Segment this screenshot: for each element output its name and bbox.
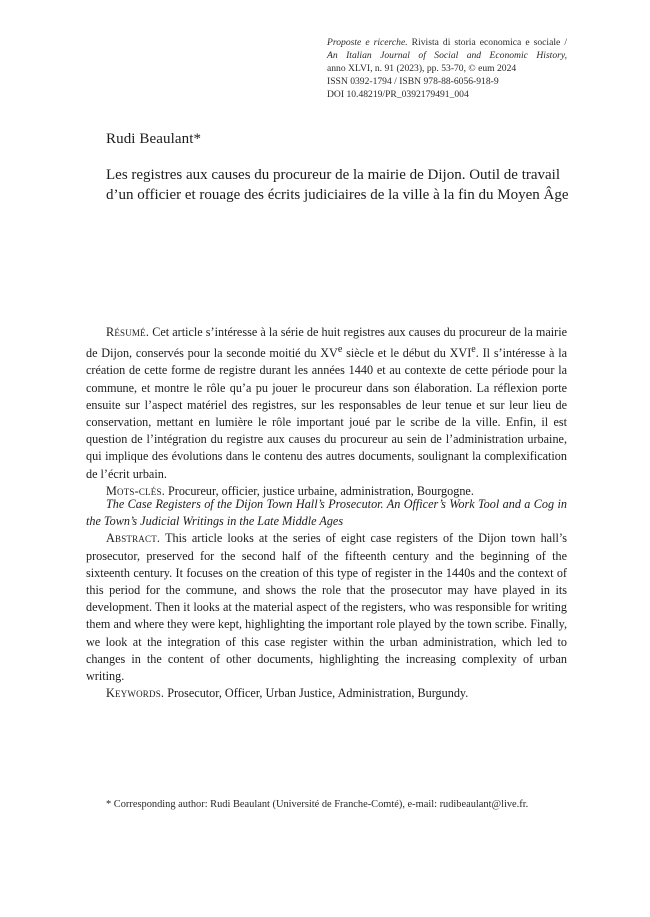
english-title: The Case Registers of the Dijon Town Hall’s Prosecutor. An Officer’s Work Tool and a Cog in the Town’s Judicial Writings in the Late Middle Ages [86,497,567,529]
abstract-section [86,496,567,702]
resume-section [86,324,567,500]
author-name: Rudi Beaulant* [106,131,202,147]
abstract-paragraph: Abstract. This article looks at the series of eight case registers of the Dijon town hall’s prosecutor, preserved for the second half of the fifteenth century and the beginning of the sixteenth century. It focuses on the creation of this type of register in the 1440s and the context of this period for the commune, and shows the role that the prosecutor may have played in its development. Then it looks at the material aspect of the registers, who was responsible for writing them and where they were kept, highlighting the important role played by the town scribe. Finally, we look at the integration of this case register within the urban administration, which led to changes in the content of other documents, highlighting the increasing complexity of urban writing. [86,531,567,684]
footnote: * Corresponding author: Rudi Beaulant (Université de Franche-Comté), e-mail: rudibeaulant@live.fr. [106,799,529,810]
resume-label: Résumé. [106,325,150,339]
journal-issn: ISSN 0392-1794 / ISBN 978-88-6056-918-9 [327,76,499,87]
article-title [106,165,569,205]
journal-name-en: An Italian Journal of Social and Economic History, [327,50,567,61]
resume-keywords-label: Mots-clés. [106,483,165,498]
journal-header [327,36,567,101]
journal-issue: anno XLVI, n. 91 (2023), pp. 53-70, © eum 2024 [327,63,517,74]
journal-doi[interactable]: DOI 10.48219/PR_0392179491_004 [327,89,469,100]
resume-keywords: Mots-clés. Procureur, officier, justice urbaine, administration, Bourgogne. [106,483,474,498]
article-title-line-1: Les registres aux causes du procureur de la mairie de Dijon. Outil de travail [106,167,561,183]
abstract-keywords-label: Keywords. [106,686,165,701]
article-title-line-2: d’un officier et rouage des écrits judiciaires de la ville à la fin du Moyen Âge [106,187,569,203]
journal-name: Proposte e ricerche. Rivista di storia economica e sociale / [327,37,567,48]
resume-paragraph: Résumé. Cet article s’intéresse à la série de huit registres aux causes du procureur de la mairie de Dijon, conservés pour la seconde moitié du XVe siècle et le début du XVIe. Il s’intéresse à la création de cette forme de registre durant les années 1440 et au contexte de cette période pour la commune, et montre le rôle qu’a pu jouer le procureur dans son élaboration. La réflexion porte ensuite sur l’aspect matériel des registres, sur les responsables de leur tenue et sur leur lieu de conservation, mettant en lumière le rôle important joué par le scribe de la ville. Enfin, il est question de l’intégration du registre aux causes du procureur au sein de l’administration urbaine, qui implique des évolutions dans le contenu des autres documents, soulignant la complexification de l’écrit urbain. [86,325,568,481]
abstract-label: Abstract. [106,531,161,546]
abstract-keywords: Keywords. Prosecutor, Officer, Urban Justice, Administration, Burgundy. [106,686,469,701]
